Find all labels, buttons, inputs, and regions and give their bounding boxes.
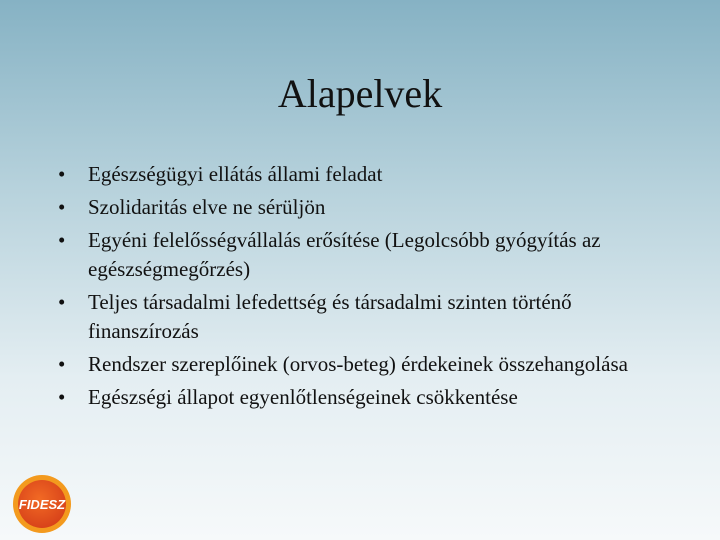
bullet-icon: • (58, 228, 66, 252)
bullet-item (58, 350, 668, 379)
bullet-text: Rendszer szereplőinek (orvos-beteg) érdekeinek összehangolása (88, 352, 628, 376)
bullet-item (58, 288, 668, 346)
logo-text: FIDESZ (18, 497, 66, 512)
slide-title: Alapelvek (277, 71, 443, 116)
bullet-text: Egészségi állapot egyenlőtlenségeinek csökkentése (88, 385, 518, 409)
bullet-icon: • (58, 352, 66, 376)
bullet-icon: • (58, 162, 66, 186)
bullet-item (58, 160, 668, 189)
bullet-list (58, 160, 668, 416)
bullet-icon: • (58, 290, 66, 314)
bullet-item (58, 193, 668, 222)
bullet-text: Szolidaritás elve ne sérüljön (88, 195, 326, 219)
bullet-item (58, 226, 668, 284)
bullet-icon: • (58, 385, 66, 409)
bullet-text: Egyéni felelősségvállalás erősítése (Legolcsóbb gyógyítás az egészségmegőrzés) (88, 228, 601, 281)
bullet-item (58, 383, 668, 412)
fidesz-logo-icon (12, 474, 72, 534)
bullet-text: Egészségügyi ellátás állami feladat (88, 162, 383, 186)
bullet-icon: • (58, 195, 66, 219)
bullet-text: Teljes társadalmi lefedettség és társadalmi szinten történő finanszírozás (88, 290, 572, 343)
